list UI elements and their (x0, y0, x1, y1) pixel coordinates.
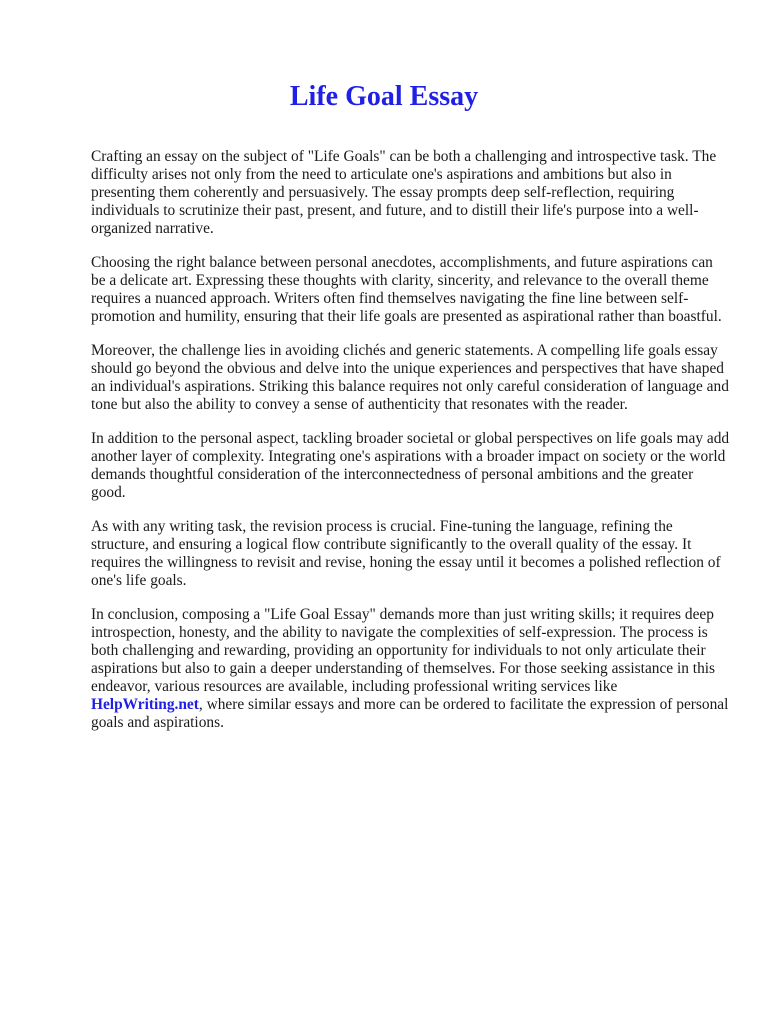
paragraph-3: Moreover, the challenge lies in avoiding clichés and generic statements. A compelling life goals essay should go beyond the obvious and delve into the unique experiences and perspectives that have shaped an individual's aspirations. Striking this balance requires not only careful consideration of language and tone but also the ability to convey a sense of authenticity that resonates with the reader. (91, 342, 729, 413)
paragraph-4: In addition to the personal aspect, tackling broader societal or global perspectives on life goals may add another layer of complexity. Integrating one's aspirations with a broader impact on society or the world demands thoughtful consideration of the interconnectedness of personal ambitions and the greater good. (91, 430, 730, 501)
conclusion-text-before-link: In conclusion, composing a "Life Goal Essay" demands more than just writing skills; it requires deep introspection, honesty, and the ability to navigate the complexities of self-expression. The process is both challenging and rewarding, providing an opportunity for individuals to not only articulate their aspirations but also to gain a deeper understanding of themselves. For those seeking assistance in this endeavor, various resources are available, including professional writing services like (91, 606, 716, 695)
paragraph-conclusion (91, 606, 731, 732)
paragraph-2: Choosing the right balance between personal anecdotes, accomplishments, and future aspirations can be a delicate art. Expressing these thoughts with clarity, sincerity, and relevance to the overall theme requires a nuanced approach. Writers often find themselves navigating the fine line between self-promotion and humility, ensuring that their life goals are presented as aspirational rather than boastful. (91, 254, 722, 325)
page-title: Life Goal Essay (289, 81, 479, 112)
conclusion-text-after-link: , where similar essays and more can be ordered to facilitate the expression of personal goals and aspirations. (91, 696, 729, 731)
paragraph-1: Crafting an essay on the subject of "Life Goals" can be both a challenging and introspective task. The difficulty arises not only from the need to articulate one's aspirations and ambitions but also in presenting them coherently and persuasively. The essay prompts deep self-reflection, requiring individuals to scrutinize their past, present, and future, and to distill their life's purpose into a well-organized narrative. (91, 148, 717, 237)
helpwriting-link[interactable]: HelpWriting.net (91, 696, 199, 713)
essay-body (91, 148, 731, 748)
paragraph-5: As with any writing task, the revision process is crucial. Fine-tuning the language, refining the structure, and ensuring a logical flow contribute significantly to the overall quality of the essay. It requires the willingness to revisit and revise, honing the essay until it becomes a polished reflection of one's life goals. (91, 518, 721, 589)
